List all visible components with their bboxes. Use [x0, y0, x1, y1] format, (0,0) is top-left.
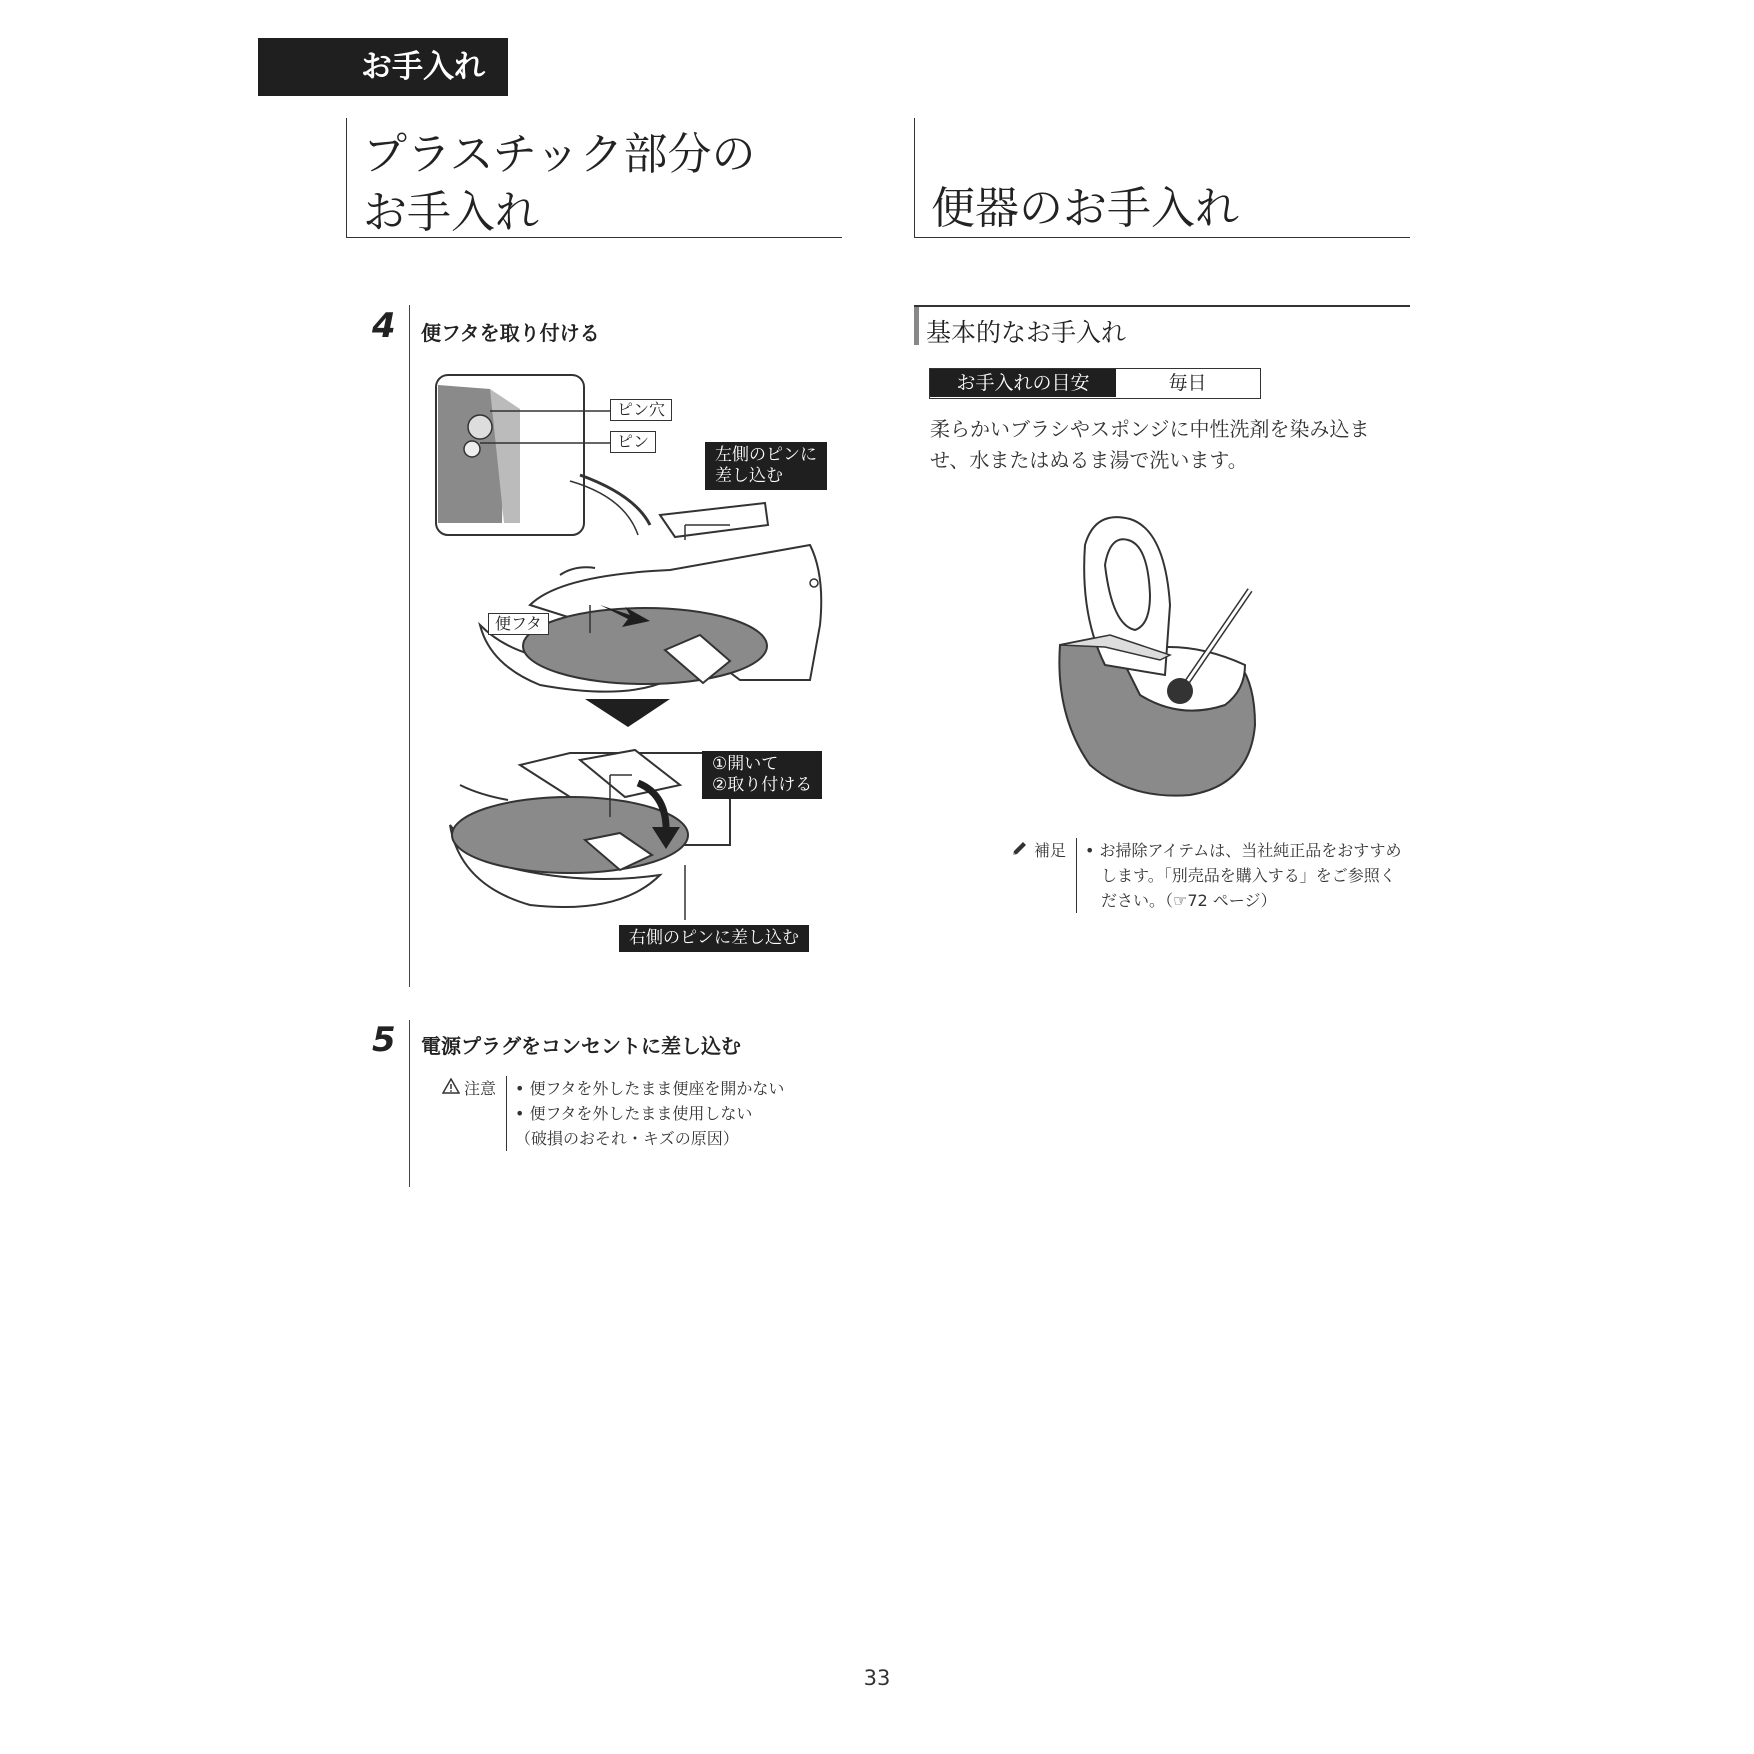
care-frequency-label: お手入れの目安	[930, 369, 1116, 397]
lid-bottom	[452, 797, 688, 873]
label-pin: ピン	[610, 431, 656, 453]
care-description-line: せ、水またはぬるま湯で洗います。	[930, 448, 1248, 472]
heading-line-1: プラスチック部分の	[363, 129, 756, 180]
step-5-title: 電源プラグをコンセントに差し込む	[421, 1034, 741, 1058]
toilet-brush-illustration	[1050, 515, 1270, 805]
inset-pointer	[580, 475, 650, 525]
care-description	[930, 414, 1410, 476]
subheading-basic-care	[914, 305, 1410, 347]
brush-head	[1167, 678, 1193, 704]
supplement-line: ださい。（☞72 ページ）	[1085, 891, 1277, 910]
inset-pin-hole	[468, 415, 492, 439]
supplement-body	[1076, 838, 1401, 913]
section-tab: お手入れ	[258, 38, 508, 96]
supplement-note	[1010, 838, 1401, 913]
heading-line-2: お手入れ	[363, 187, 539, 238]
label-pin-hole: ピン穴	[610, 399, 672, 421]
label-insert-left	[705, 442, 827, 490]
tank-top	[660, 503, 768, 537]
caution-note	[442, 1076, 784, 1151]
label-open-line2: ②取り付ける	[712, 775, 813, 795]
caution-line: （破損のおそれ・キズの原因）	[515, 1129, 739, 1148]
step-4-number: 4	[372, 306, 396, 346]
heading-toilet-care	[914, 118, 1410, 238]
caution-body	[506, 1076, 784, 1151]
supplement-label: 補足	[1034, 841, 1067, 860]
page-number: 33	[863, 1666, 891, 1690]
hand-left-bottom	[460, 785, 508, 800]
supplement-line: します。「別売品を購入する」をご参照く	[1085, 866, 1396, 885]
hand-left	[560, 567, 595, 575]
pencil-icon	[1010, 840, 1028, 858]
label-insert-right: 右側のピンに差し込む	[619, 925, 809, 952]
warning-icon	[442, 1078, 460, 1094]
care-description-line: 柔らかいブラシやスポンジに中性洗剤を染み込ま	[930, 417, 1370, 441]
label-insert-left-line2: 差し込む	[715, 466, 783, 486]
step-5-number: 5	[372, 1020, 396, 1060]
label-open-line1: ①開いて	[712, 754, 779, 774]
subheading-bar	[914, 307, 919, 345]
step-4-title: 便フタを取り付ける	[421, 321, 600, 345]
care-frequency-box	[929, 368, 1261, 399]
caution-label: 注意	[464, 1079, 497, 1098]
step-5-rule	[409, 1020, 410, 1187]
label-open-attach	[702, 751, 822, 799]
supplement-line: • お掃除アイテムは、当社純正品をおすすめ	[1085, 841, 1402, 860]
label-lid: 便フタ	[488, 613, 549, 635]
inset-pin	[464, 441, 480, 457]
caution-line: • 便フタを外したまま使用しない	[515, 1104, 753, 1123]
heading-plastic-care	[346, 118, 842, 238]
step-4-rule	[409, 305, 410, 987]
caution-line: • 便フタを外したまま便座を開かない	[515, 1079, 785, 1098]
chevron-down-icon	[585, 699, 670, 727]
label-insert-left-line1: 左側のピンに	[715, 445, 817, 465]
subheading-text: 基本的なお手入れ	[926, 318, 1127, 347]
heading-line: 便器のお手入れ	[931, 183, 1239, 234]
care-frequency-value: 毎日	[1168, 372, 1207, 394]
